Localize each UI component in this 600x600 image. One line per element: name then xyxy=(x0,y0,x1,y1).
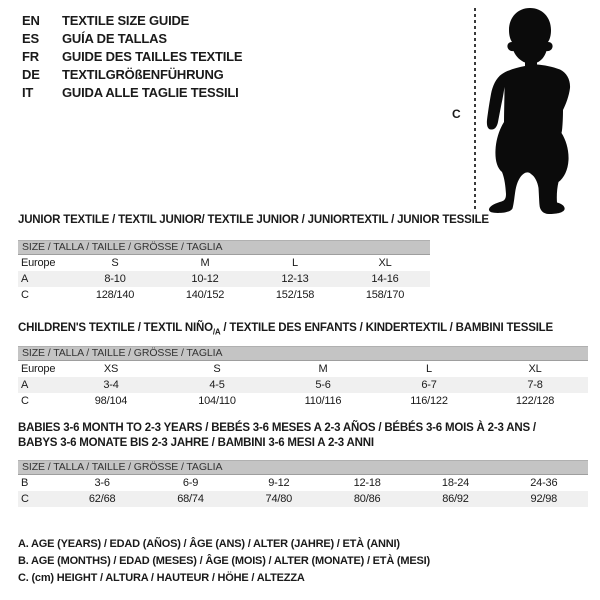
height-cell: 92/98 xyxy=(530,493,558,505)
table-row-months xyxy=(18,475,588,491)
title-line: BABYS 3-6 MONATE BIS 2-3 JAHRE / BAMBINI 3-6 MESI A 2-3 ANNI xyxy=(18,437,374,449)
age-cell: 10-12 xyxy=(191,273,219,285)
height-cell: 140/152 xyxy=(185,289,225,301)
title-text: CHILDREN'S TEXTILE / TEXTIL NIÑO xyxy=(18,322,213,334)
size-header-bar: SIZE / TALLA / TAILLE / GRÖSSE / TAGLIA xyxy=(18,346,588,361)
size-header-bar: SIZE / TALLA / TAILLE / GRÖSSE / TAGLIA xyxy=(18,460,588,475)
months-cell: 12-18 xyxy=(353,477,381,489)
language-list xyxy=(22,12,242,102)
row-label: Europe xyxy=(21,363,56,375)
size-cell: XL xyxy=(528,363,542,375)
size-cell: M xyxy=(200,257,210,269)
language-code: EN xyxy=(22,13,40,28)
language-code: DE xyxy=(22,67,40,82)
language-code: IT xyxy=(22,85,34,100)
title-line: BABIES 3-6 MONTH TO 2-3 YEARS / BEBÉS 3-6 MESES A 2-3 AÑOS / BÉBÉS 3-6 MOIS À 2-3 ANS / xyxy=(18,422,536,434)
size-cell: S xyxy=(213,363,221,375)
table-row-height xyxy=(18,491,588,507)
height-cell: 62/68 xyxy=(88,493,116,505)
age-cell: 7-8 xyxy=(527,379,543,391)
months-cell: 3-6 xyxy=(94,477,110,489)
legend-notes xyxy=(18,536,430,587)
age-cell: 14-16 xyxy=(371,273,399,285)
language-title: GUIDA ALLE TAGLIE TESSILI xyxy=(62,85,239,100)
months-cell: 24-36 xyxy=(530,477,558,489)
language-row xyxy=(22,84,242,102)
height-cell: 158/170 xyxy=(365,289,405,301)
months-cell: 9-12 xyxy=(268,477,290,489)
months-cell: 18-24 xyxy=(441,477,470,489)
title-text: / TEXTILE DES ENFANTS / KINDERTEXTIL / BAMBINI TESSILE xyxy=(220,322,553,334)
table-row-age xyxy=(18,377,588,393)
language-row xyxy=(22,30,242,48)
language-title: GUIDE DES TAILLES TEXTILE xyxy=(62,49,243,64)
size-cell: XL xyxy=(378,257,392,269)
babies-size-table xyxy=(18,460,588,507)
months-cell: 6-9 xyxy=(182,477,199,489)
babies-table-title xyxy=(18,421,578,451)
language-row xyxy=(22,48,242,66)
height-cell: 122/128 xyxy=(515,395,555,407)
table-row-europe xyxy=(18,361,588,377)
height-cell: 128/140 xyxy=(95,289,135,301)
height-cell: 74/80 xyxy=(265,493,293,505)
language-title: GUÍA DE TALLAS xyxy=(62,31,167,46)
note-line-c: C. (cm) HEIGHT / ALTURA / HAUTEUR / HÖHE / ALTEZZA xyxy=(18,572,305,584)
baby-silhouette-icon xyxy=(484,6,580,214)
size-header-bar: SIZE / TALLA / TAILLE / GRÖSSE / TAGLIA xyxy=(18,240,430,255)
row-label: C xyxy=(21,493,29,505)
language-code: FR xyxy=(22,49,39,64)
row-label: Europe xyxy=(21,257,56,269)
size-cell: L xyxy=(426,363,432,375)
language-title: TEXTILE SIZE GUIDE xyxy=(62,13,190,28)
table-row-height xyxy=(18,287,430,303)
junior-table-title: JUNIOR TEXTILE / TEXTIL JUNIOR/ TEXTILE JUNIOR / JUNIORTEXTIL / JUNIOR TESSILE xyxy=(18,214,489,226)
height-cell: 110/116 xyxy=(304,395,342,407)
height-cell: 116/122 xyxy=(410,395,448,407)
height-cell: 86/92 xyxy=(442,493,469,505)
row-label: B xyxy=(21,477,29,489)
height-dashed-line xyxy=(474,8,476,210)
row-label: A xyxy=(21,273,29,285)
children-table-title xyxy=(18,322,553,336)
height-cell: 152/158 xyxy=(275,289,315,301)
age-cell: 4-5 xyxy=(209,379,225,391)
junior-size-table xyxy=(18,240,430,303)
size-cell: M xyxy=(318,363,328,375)
language-row xyxy=(22,12,242,30)
table-row-europe xyxy=(18,255,430,271)
age-cell: 8-10 xyxy=(104,273,126,285)
language-code: ES xyxy=(22,31,39,46)
children-size-table xyxy=(18,346,588,409)
height-cell: 98/104 xyxy=(94,395,128,407)
row-label: C xyxy=(21,395,29,407)
note-line-b: B. AGE (MONTHS) / EDAD (MESES) / ÂGE (MOIS) / ALTER (MONATE) / ETÀ (MESI) xyxy=(18,555,430,567)
height-label: C xyxy=(452,107,461,121)
size-cell: XS xyxy=(103,363,119,375)
size-cell: S xyxy=(111,257,119,269)
height-cell: 68/74 xyxy=(177,493,204,505)
height-cell: 80/86 xyxy=(353,493,381,505)
age-cell: 5-6 xyxy=(315,379,331,391)
table-row-height xyxy=(18,393,588,409)
row-label: C xyxy=(21,289,29,301)
language-title: TEXTILGRÖßENFÜHRUNG xyxy=(62,67,224,82)
language-row xyxy=(22,66,242,84)
size-cell: L xyxy=(292,257,298,269)
age-cell: 12-13 xyxy=(281,273,309,285)
table-row-age xyxy=(18,271,430,287)
title-subscript: /A xyxy=(212,327,221,337)
age-cell: 3-4 xyxy=(103,379,119,391)
height-cell: 104/110 xyxy=(198,395,236,407)
age-cell: 6-7 xyxy=(421,379,437,391)
row-label: A xyxy=(21,379,29,391)
note-line-a: A. AGE (YEARS) / EDAD (AÑOS) / ÂGE (ANS) / ALTER (JAHRE) / ETÀ (ANNI) xyxy=(18,538,400,550)
